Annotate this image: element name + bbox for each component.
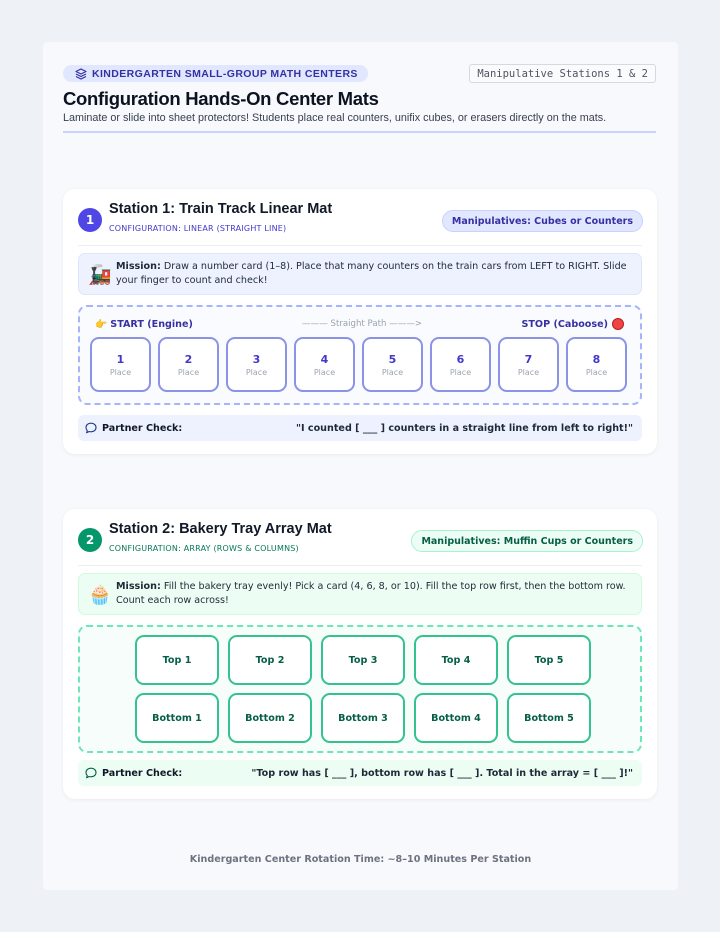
array-cell[interactable]: Bottom 4 — [414, 693, 498, 743]
mission-label: Mission: — [116, 261, 161, 272]
train-car[interactable] — [566, 337, 627, 392]
station-1-config: CONFIGURATION: LINEAR (STRAIGHT LINE) — [109, 224, 287, 233]
stop-label — [521, 318, 624, 330]
train-car[interactable] — [226, 337, 287, 392]
header-divider — [63, 131, 656, 133]
station-1-manipulatives-badge: Manipulatives: Cubes or Counters — [442, 210, 643, 232]
station-2-mission — [78, 573, 642, 615]
car-label: Place — [381, 367, 404, 377]
station-2-number: 2 — [78, 528, 102, 552]
mission-body: Draw a number card (1–8). Place that many counters on the train cars from LEFT to RIGHT. Slide your finger to count and check! — [116, 261, 627, 286]
speech-bubble-icon — [85, 422, 97, 434]
speech-bubble-icon — [85, 767, 97, 779]
partner-check-label-text: Partner Check: — [102, 422, 183, 434]
array-cell[interactable]: Top 5 — [507, 635, 591, 685]
train-car[interactable] — [294, 337, 355, 392]
partner-check-label — [85, 422, 182, 434]
partner-check-label — [85, 767, 182, 779]
station-2-divider — [78, 565, 642, 566]
car-number: 5 — [388, 352, 397, 366]
train-car[interactable] — [498, 337, 559, 392]
train-icon: 🚂 — [88, 263, 112, 286]
partner-check-quote: "I counted [ ___ ] counters in a straight line from left to right!" — [296, 422, 633, 434]
mission-label: Mission: — [116, 581, 161, 592]
station-1-mission — [78, 253, 642, 295]
station-1-card — [63, 189, 657, 454]
array-cell[interactable]: Top 3 — [321, 635, 405, 685]
rotation-time-footer: Kindergarten Center Rotation Time: ~8–10 Minutes Per Station — [189, 854, 532, 865]
car-number: 6 — [456, 352, 465, 366]
stop-label-text: STOP (Caboose) — [521, 318, 608, 330]
array-cell[interactable]: Bottom 3 — [321, 693, 405, 743]
station-2-manipulatives-badge: Manipulatives: Muffin Cups or Counters — [411, 530, 643, 552]
car-label: Place — [585, 367, 608, 377]
car-label: Place — [517, 367, 540, 377]
array-cell[interactable]: Top 1 — [135, 635, 219, 685]
car-number: 2 — [184, 352, 193, 366]
car-number: 4 — [320, 352, 329, 366]
car-number: 8 — [592, 352, 601, 366]
station-1-title: Station 1: Train Track Linear Mat — [109, 201, 333, 217]
train-track-mat — [78, 305, 642, 405]
partner-check-quote: "Top row has [ ___ ], bottom row has [ ___ ]. Total in the array = [ ___ ]!" — [251, 767, 633, 779]
car-number: 3 — [252, 352, 261, 366]
car-label: Place — [449, 367, 472, 377]
station-2-config: CONFIGURATION: ARRAY (ROWS & COLUMNS) — [109, 544, 299, 553]
straight-path-label: ——— Straight Path ———> — [302, 319, 423, 329]
station-1-number: 1 — [78, 208, 102, 232]
array-cell[interactable]: Bottom 1 — [135, 693, 219, 743]
header-tag: Manipulative Stations 1 & 2 — [469, 64, 656, 83]
car-label: Place — [177, 367, 200, 377]
array-grid — [135, 635, 591, 743]
station-1-divider — [78, 245, 642, 246]
car-number: 1 — [116, 352, 125, 366]
array-cell[interactable]: Bottom 5 — [507, 693, 591, 743]
page-subtitle: Laminate or slide into sheet protectors! Students place real counters, unifix cubes, or erasers directly on the mats. — [63, 112, 607, 124]
cupcake-icon: 🧁 — [88, 583, 112, 606]
car-label: Place — [313, 367, 336, 377]
layers-icon — [75, 68, 87, 80]
array-cell[interactable]: Top 4 — [414, 635, 498, 685]
train-cars — [90, 337, 627, 392]
train-car[interactable] — [90, 337, 151, 392]
car-label: Place — [109, 367, 132, 377]
stop-sign-icon — [612, 318, 624, 330]
station-2-title: Station 2: Bakery Tray Array Mat — [109, 521, 332, 537]
bakery-tray-mat — [78, 625, 642, 753]
car-label: Place — [245, 367, 268, 377]
array-cell[interactable]: Bottom 2 — [228, 693, 312, 743]
partner-check-label-text: Partner Check: — [102, 767, 183, 779]
header-badge-text: KINDERGARTEN SMALL-GROUP MATH CENTERS — [92, 67, 358, 80]
station-1-partner-check — [78, 415, 642, 441]
mission-body: Fill the bakery tray evenly! Pick a card (4, 6, 8, or 10). Fill the top row first, then the bottom row. Count each row across! — [116, 581, 626, 606]
station-2-partner-check — [78, 760, 642, 786]
car-number: 7 — [524, 352, 533, 366]
train-car[interactable] — [362, 337, 423, 392]
array-cell[interactable]: Top 2 — [228, 635, 312, 685]
station-2-card — [63, 509, 657, 799]
train-car[interactable] — [158, 337, 219, 392]
worksheet-page — [43, 42, 678, 890]
start-label: 👉 START (Engine) — [95, 319, 193, 330]
header-badge — [63, 65, 368, 82]
station-2-mission-text — [116, 580, 632, 608]
station-1-mission-text — [116, 260, 632, 288]
page-title: Configuration Hands-On Center Mats — [63, 88, 379, 109]
train-car[interactable] — [430, 337, 491, 392]
